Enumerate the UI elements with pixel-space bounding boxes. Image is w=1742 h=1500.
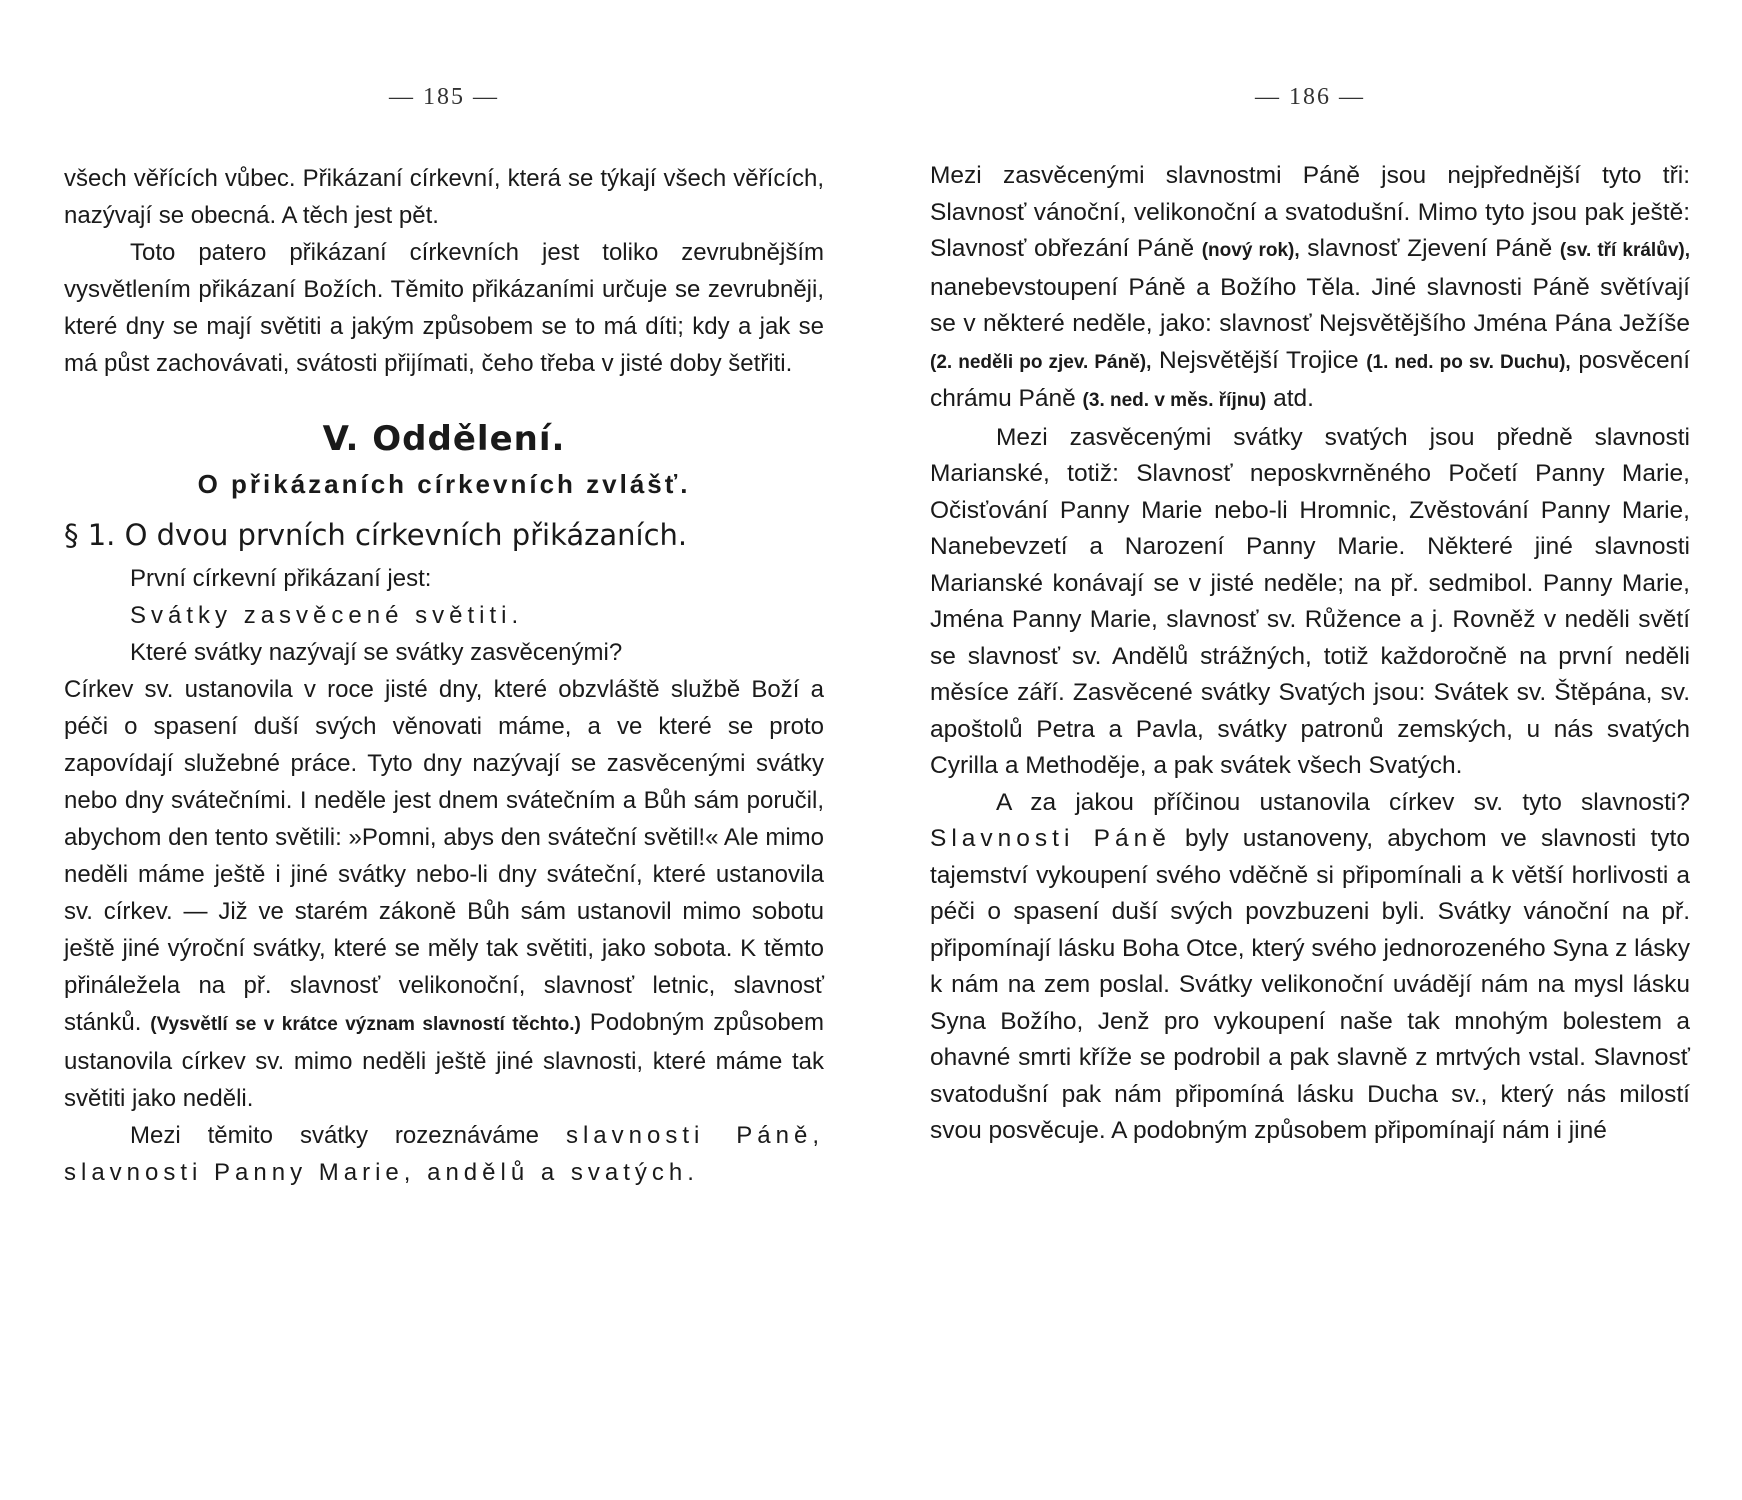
- page-text: [930, 158, 1690, 1150]
- paragraph-note: (1. ned. po sv. Duchu),: [1366, 351, 1571, 373]
- paragraph-text: byly ustanoveny, abychom ve slavnosti tyto tajemství vykoupení svého vděčně si připomínali a k větší horlivosti a péči o spasení duší svých povzbuzeni byli. Svátky vánoční na př. připomínají lásku Boha Otce, který svého jednorozeného Syna z lásky k nám na zem poslal. Svátky velikonoční uvádějí nám na mysl lásku Syna Božího, Jenž pro vykoupení naše tak mnohým bolestem a ohavné smrti kříže se podrobil a pak slavně z mrtvých vstal. Slavnosť svatodušní pak nám připomíná lásku Ducha sv., který nás milostí svou posvěcuje. A podobným způsobem připomínají nám i jiné: [930, 825, 1690, 1144]
- question: Které svátky nazývají se svátky zasvěcenými?: [130, 639, 623, 666]
- paragraph-emphasis: slavnosti Páně, slavnosti Panny Marie, andělů a svatých.: [64, 1122, 825, 1186]
- paragraph: [930, 158, 1690, 420]
- left-page: [64, 0, 824, 1500]
- paragraph-text: nanebevstoupení Páně a Božího Těla. Jiné slavnosti Páně světívají se v některé neděle, jako: slavnosť Nejsvětějšího Jména Pána Ježíše: [930, 273, 1690, 337]
- section-subtitle: O přikázaních církevních zvlášť.: [197, 469, 691, 499]
- paragraph-note: (nový rok),: [1201, 240, 1300, 261]
- right-page: [930, 0, 1690, 1500]
- paragraph-note: (3. ned. v měs. říjnu): [1082, 390, 1267, 411]
- paragraph-text: Mezi těmito svátky rozeznáváme: [130, 1122, 539, 1149]
- paragraph-text: Podobným způsobem ustanovila církev sv. mimo neděli ještě jiné slavnosti, které máme tak světiti jako neděli.: [64, 1009, 825, 1112]
- paragraph: všech věřících vůbec. Přikázaní církevní, která se týkají všech věřících, nazývají se obecná. A těch jest pět.: [64, 165, 824, 229]
- commandment-intro: První církevní přikázaní jest:: [130, 565, 432, 592]
- paragraph-text: slavnosť Zjevení Páně: [1307, 235, 1553, 262]
- section-title: V. Oddělení.: [322, 419, 566, 459]
- paragraph-title: § 1. O dvou prvních církevních přikázaních.: [64, 518, 688, 552]
- page-text: [64, 160, 824, 1191]
- paragraph: [64, 671, 824, 1117]
- paragraph-text: Nejsvětější Trojice: [1159, 346, 1359, 374]
- page-number: — 185 —: [389, 84, 499, 110]
- paragraph: Mezi zasvěcenými svátky svatých jsou předně slavnosti Marianské, totiž: Slavnosť neposkvrněného Početí Panny Marie, Očisťování Panny Marie nebo-li Hromnic, Zvěstování Panny Marie, Nanebevzetí a Narození Panny Marie. Některé jiné slavnosti Marianské konávají se v jisté neděle; na př. sedmibol. Panny Marie, Jména Panny Marie, slavnosť sv. Růžence a j. Rovněž v neděli světí se slavnosť sv. Andělů strážných, totiž každoročně na první neděli měsíce září. Zasvěcené svátky Svatých jsou: Svátek sv. Štěpána, sv. apoštolů Petra a Pavla, svátky patronů zemských, u nás svatých Cyrilla a Methoděje, a pak svátek všech Svatých.: [930, 423, 1690, 779]
- paragraph-text: atd.: [1273, 385, 1314, 412]
- paragraph-text: Mezi zasvěcenými slavnostmi Páně jsou nejpřednější tyto tři: Slavnosť vánoční, velikonoční a svatodušní. Mimo tyto jsou pak ještě: Slavnosť obřezání Páně: [930, 162, 1690, 262]
- paragraph-note: (2. neděli po zjev. Páně),: [930, 351, 1152, 373]
- paragraph-text: A za jakou příčinou ustanovila církev sv. tyto slavnosti?: [996, 788, 1690, 816]
- page-number: — 186 —: [1255, 84, 1365, 110]
- commandment-text: Svátky zasvěcené světiti.: [130, 602, 524, 629]
- paragraph: [64, 1117, 824, 1191]
- paragraph-emphasis: Slavnosti Páně: [930, 825, 1171, 852]
- paragraph: [930, 785, 1690, 1150]
- paragraph: Toto patero přikázaní církevních jest toliko zevrubnějším vysvětlením přikázaní Božích. Těmito přikázaními určuje se zevrubněji, které dny se mají světiti a jakým způsobem se to má díti; kdy a jak se má půst zachovávati, svátosti přijímati, čeho třeba v jisté doby šetřiti.: [64, 239, 824, 377]
- paragraph-text: Církev sv. ustanovila v roce jisté dny, které obzvláště službě Boží a péči o spasení duší svých věnovati máme, a ve které se proto zapovídají služebné práce. Tyto dny nazývají se zasvěcenými svátky nebo dny svátečními. I neděle jest dnem svátečním a Bůh sám poručil, abychom den tento světili: »Pomni, abys den sváteční světil!« Ale mimo neděli máme ještě i jiné svátky nebo-li dny sváteční, které ustanovila sv. církev. — Již ve starém zákoně Bůh sám ustanovil mimo sobotu ještě jiné výroční svátky, které se měly tak světiti, jako sobota. K těmto přináležela na př. slavnosť velikonoční, slavnosť letnic, slavnosť stánků.: [64, 676, 824, 1036]
- paragraph-note: (sv. tří králův),: [1559, 240, 1690, 261]
- paragraph-text: posvěcení chrámu Páně: [930, 346, 1690, 412]
- paragraph-note: (Vysvětlí se v krátce význam slavností těchto.): [150, 1014, 581, 1035]
